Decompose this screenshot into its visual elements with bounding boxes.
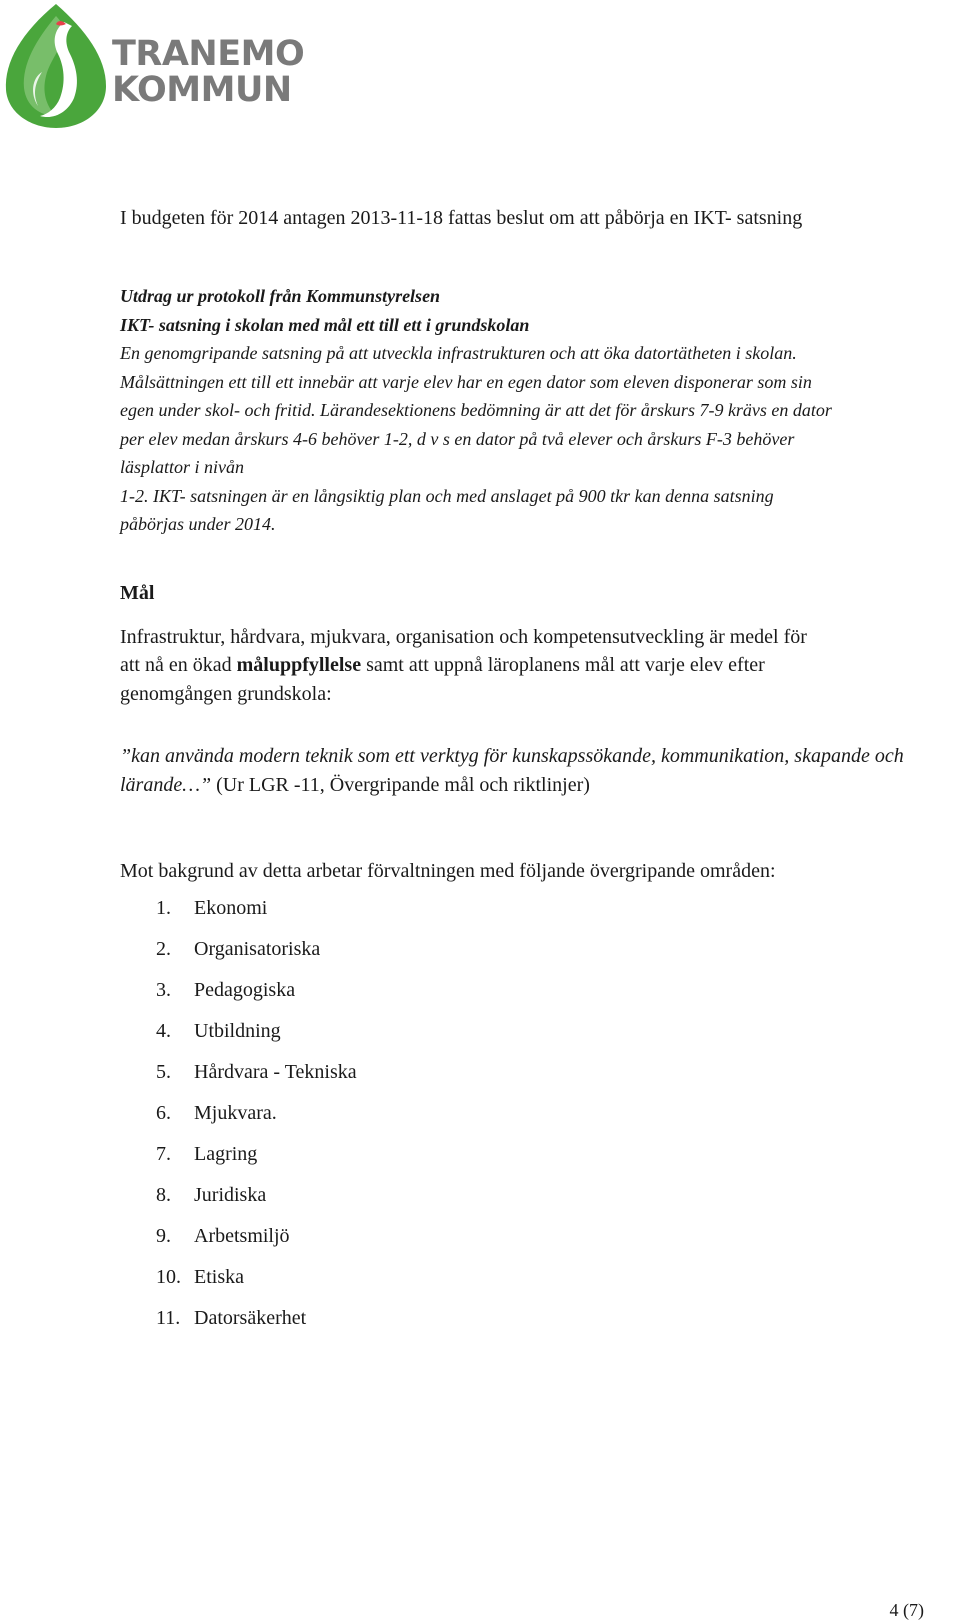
list-label: Ekonomi xyxy=(194,897,268,919)
mal-heading: Mål xyxy=(120,581,155,604)
list-label: Datorsäkerhet xyxy=(194,1307,307,1329)
excerpt-line: En genomgripande satsning på att utveckla infrastrukturen och att öka datortätheten i skolan. xyxy=(120,343,797,363)
list-label: Juridiska xyxy=(194,1184,267,1206)
quote-italic: lärande…” xyxy=(120,773,212,796)
list-label: Arbetsmiljö xyxy=(194,1225,290,1247)
excerpt-line: Målsättningen ett till ett innebär att varje elev har en egen dator som eleven disponerar som sin xyxy=(120,371,812,392)
logo-wordmark xyxy=(112,36,304,108)
list-number: 10. xyxy=(156,1266,181,1288)
list-item xyxy=(156,977,950,1018)
excerpt-line: egen under skol- och fritid. Lärandesektionens bedömning är att det för årskurs 7-9 krävs en dator xyxy=(120,400,832,420)
logo-line1: TRANEMO xyxy=(112,34,305,74)
list-label: Hårdvara - Tekniska xyxy=(194,1061,357,1083)
list-item xyxy=(156,1018,950,1059)
tranemo-kommun-logo xyxy=(2,2,305,130)
list-item xyxy=(156,1223,950,1264)
list-label: Pedagogiska xyxy=(194,979,296,1001)
logo-line2: KOMMUN xyxy=(112,70,292,110)
list-item xyxy=(156,1141,950,1182)
list-item xyxy=(156,1182,950,1223)
excerpt-line: 1-2. IKT- satsningen är en långsiktig plan och med anslaget på 900 tkr kan denna satsning xyxy=(120,485,774,506)
mal-bold-term: måluppfyllelse xyxy=(236,654,362,676)
excerpt-line: per elev medan årskurs 4-6 behöver 1-2, d v s en dator på två elever och årskurs F-3 behöver xyxy=(120,428,795,449)
list-number: 7. xyxy=(156,1143,171,1165)
list-number: 6. xyxy=(156,1102,171,1124)
lgr-quote xyxy=(120,742,950,799)
excerpt-heading-2: IKT- satsning i skolan med mål ett till ett i grundskolan xyxy=(120,314,530,335)
list-label: Mjukvara. xyxy=(194,1102,277,1124)
mal-line xyxy=(120,651,950,680)
list-label: Utbildning xyxy=(194,1020,281,1042)
excerpt-heading-1: Utdrag ur protokoll från Kommunstyrelsen xyxy=(120,286,441,306)
swan-leaf-icon xyxy=(2,2,110,130)
mal-text: samt att uppnå läroplanens mål att varje elev efter xyxy=(361,654,765,676)
list-item xyxy=(156,936,950,977)
document-body xyxy=(120,204,950,1346)
list-number: 9. xyxy=(156,1225,171,1247)
protocol-excerpt xyxy=(120,282,950,539)
background-text: Mot bakgrund av detta arbetar förvaltningen med följande övergripande områden: xyxy=(120,860,776,882)
mal-line: Infrastruktur, hårdvara, mjukvara, organisation och kompetensutveckling är medel för xyxy=(120,625,807,648)
list-number: 1. xyxy=(156,897,171,919)
mal-line: genomgången grundskola: xyxy=(120,682,332,705)
areas-list xyxy=(156,895,950,1346)
list-item xyxy=(156,895,950,936)
list-label: Etiska xyxy=(194,1266,244,1288)
list-number: 11. xyxy=(156,1307,181,1329)
excerpt-line: läsplattor i nivån xyxy=(120,457,245,477)
list-number: 5. xyxy=(156,1061,171,1083)
list-label: Lagring xyxy=(194,1143,258,1165)
list-number: 2. xyxy=(156,938,171,960)
quote-line: ”kan använda modern teknik som ett verktyg för kunskapssökande, kommunikation, skapande och xyxy=(120,745,904,767)
quote-source: (Ur LGR -11, Övergripande mål och riktlinjer) xyxy=(211,773,590,796)
mal-text: att nå en ökad xyxy=(120,654,237,676)
list-item xyxy=(156,1059,950,1100)
page-number: 4 (7) xyxy=(889,1600,924,1620)
list-number: 3. xyxy=(156,979,171,1001)
list-label: Organisatoriska xyxy=(194,938,321,960)
intro-text: I budgeten för 2014 antagen 2013-11-18 fattas beslut om att påbörja en IKT- satsning xyxy=(120,207,803,229)
list-item xyxy=(156,1305,950,1346)
list-number: 8. xyxy=(156,1184,171,1206)
list-item xyxy=(156,1100,950,1141)
list-number: 4. xyxy=(156,1020,171,1042)
excerpt-line: påbörjas under 2014. xyxy=(120,514,276,534)
quote-line xyxy=(120,771,950,800)
list-item xyxy=(156,1264,950,1305)
mal-paragraph xyxy=(120,623,950,709)
